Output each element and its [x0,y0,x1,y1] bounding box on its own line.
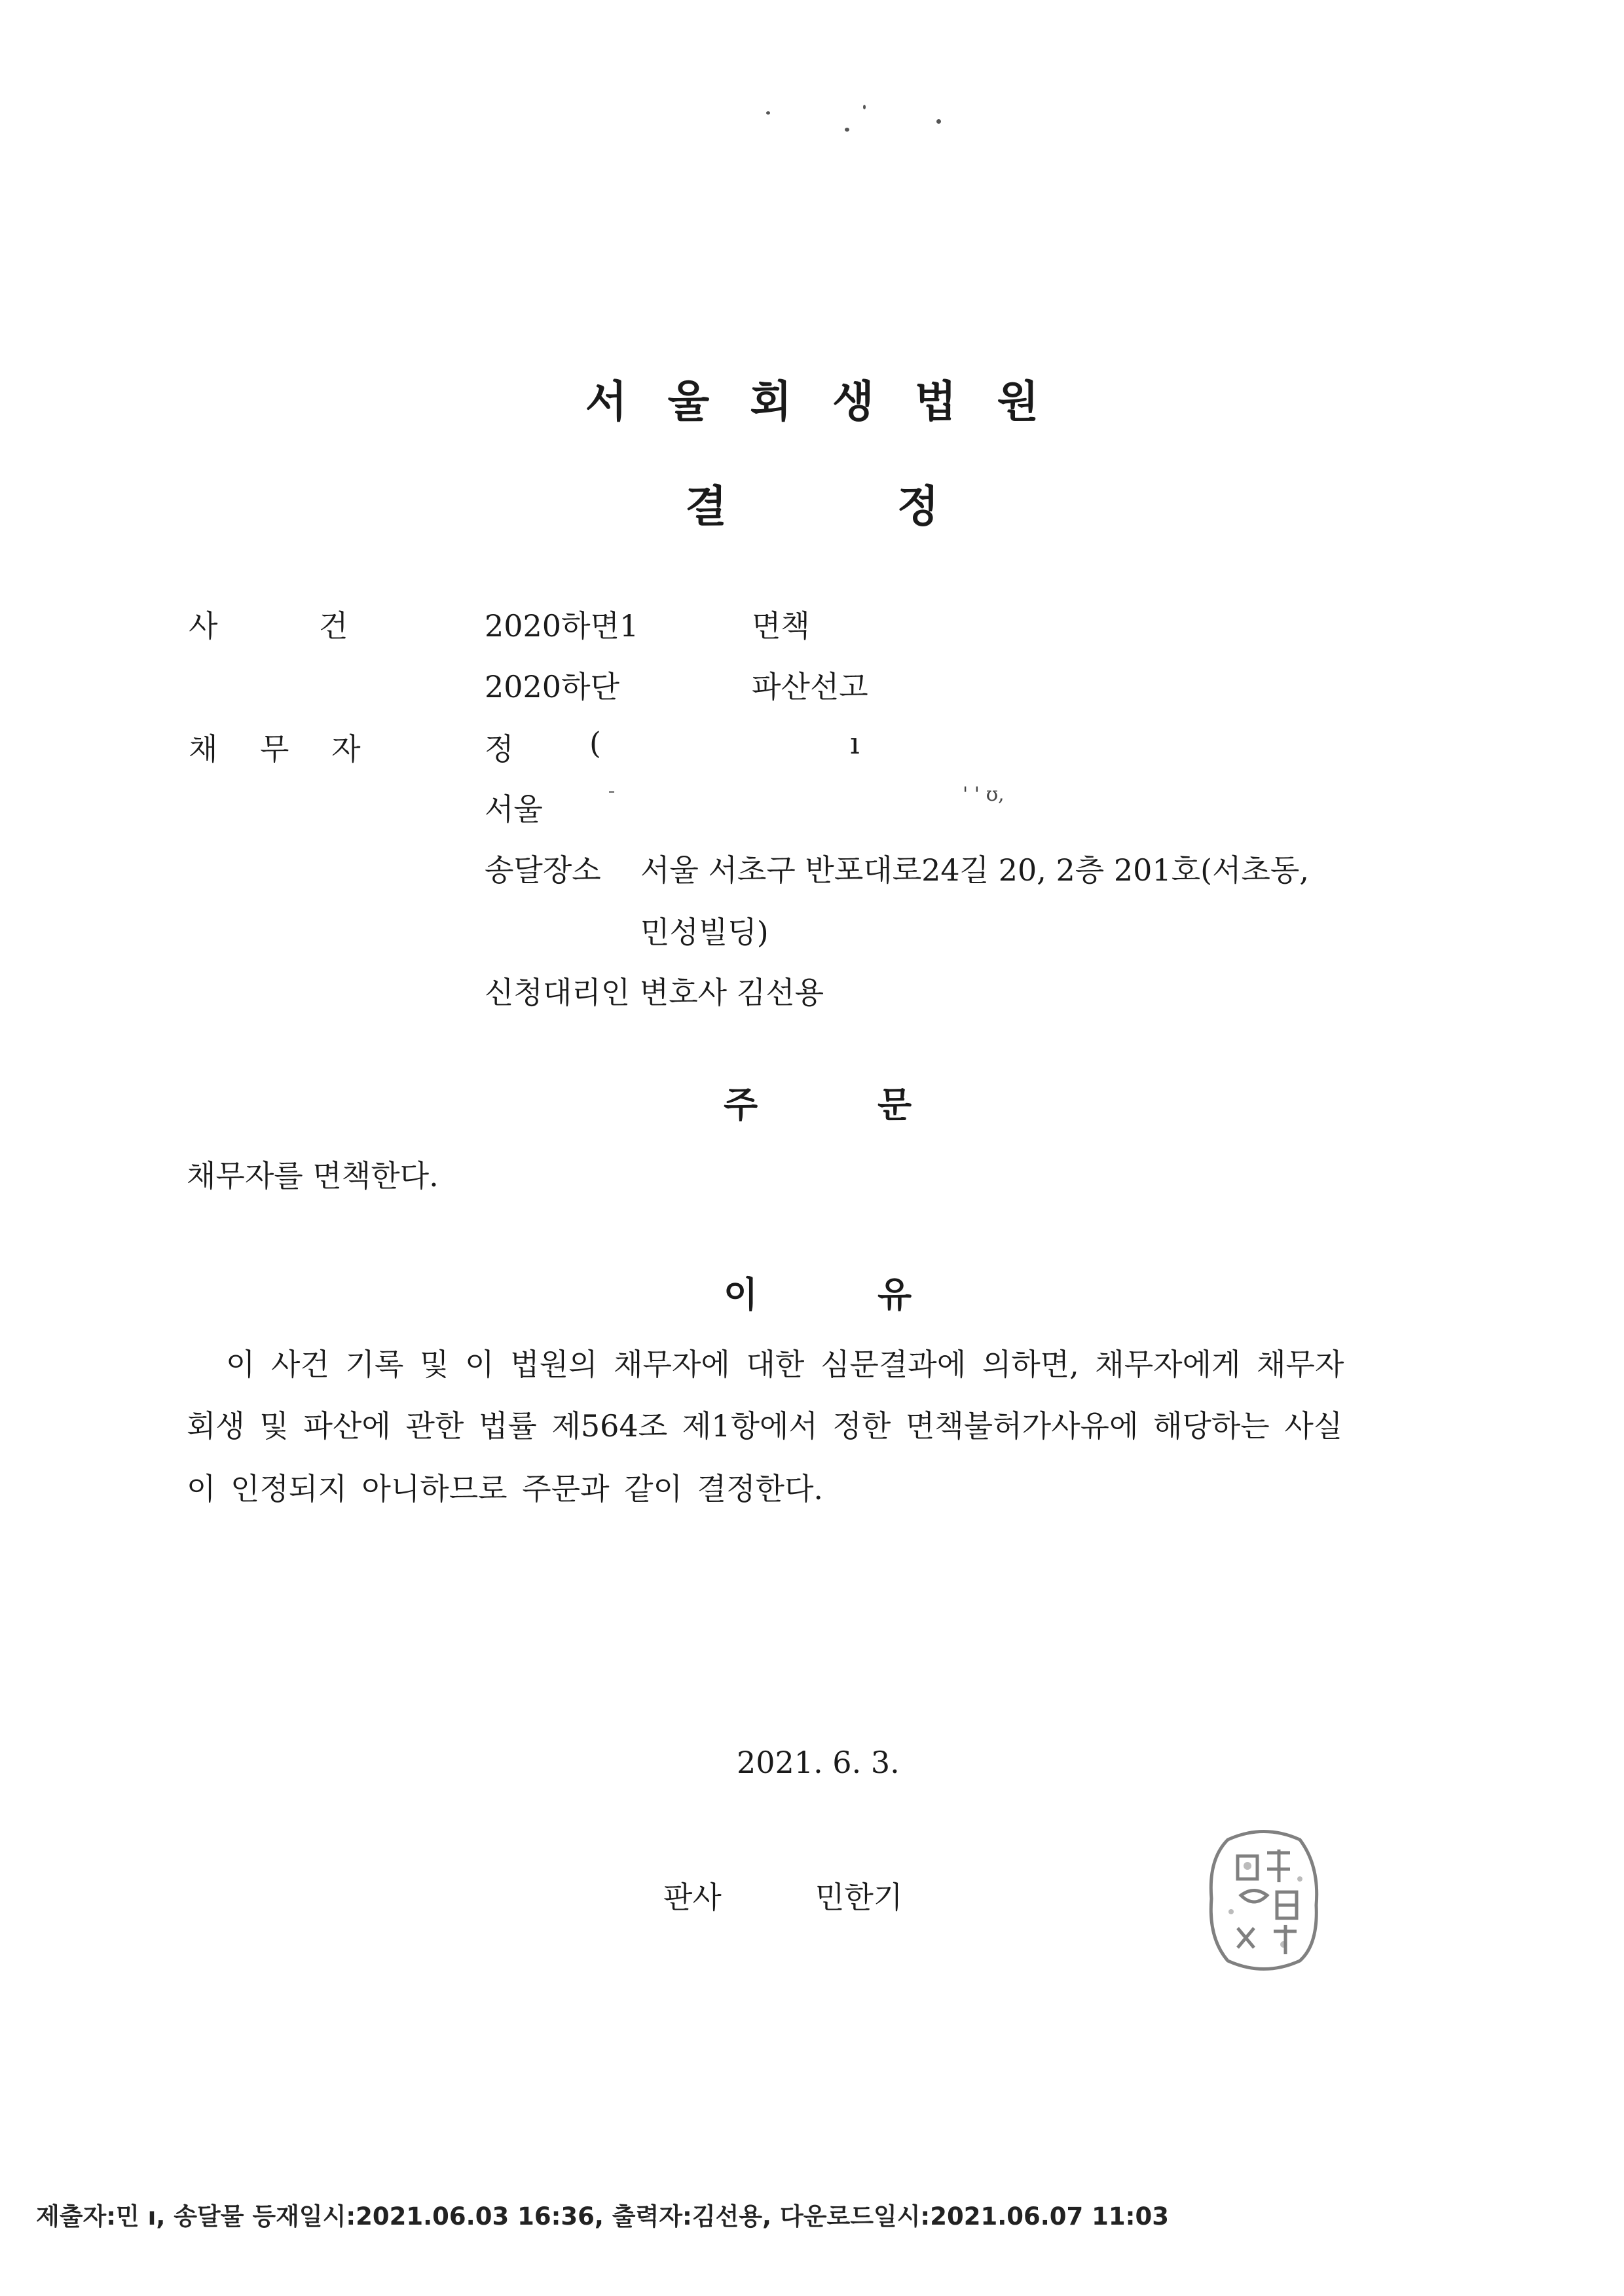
reason-heading-left: 이 [724,1274,758,1315]
order-heading-left: 주 [724,1084,758,1125]
decision-date: 2021. 6. 3. [737,1745,900,1780]
applicant-agent: 신청대리인 변호사 김선용 [485,975,824,1010]
debtor-name-partial: 정 [485,731,514,767]
court-name: 서울회생법원 [585,376,1080,427]
document-type: 결정 [685,481,1109,532]
reason-line-3: 이 인정되지 아니하므로 주문과 같이 결정한다. [187,1471,824,1506]
scan-speck [766,111,770,115]
service-address-line-1: 서울 서초구 반포대로24길 20, 2층 201호(서초동, [640,852,1309,888]
reason-heading-right: 유 [877,1274,912,1315]
case-number-2: 2020하단 [485,669,619,704]
reason-line-1: 이 사건 기록 및 이 법원의 채무자에 대한 심문결과에 의하면, 채무자에게 채무자 [226,1347,1344,1382]
order-text: 채무자를 면책한다. [187,1158,439,1194]
debtor-address-tail: ' ' ʊ, [963,783,1005,806]
service-address-line-2: 민성빌딩) [640,915,769,950]
reason-line-2: 회생 및 파산에 관한 법률 제564조 제1항에서 정한 면책불허가사유에 해당하는 사실 [187,1408,1343,1444]
judge-seal-stamp [1202,1820,1326,1977]
case-name-1: 면책 [752,608,810,644]
redaction-trace [609,791,614,793]
debtor-paren-open: ( [589,725,601,761]
order-heading-right: 문 [877,1084,912,1125]
debtor-paren-close: ı [850,725,860,761]
judge-name: 민한기 [815,1880,903,1915]
scan-speck [845,128,849,132]
scan-speck [863,105,866,109]
debtor-address-partial: 서울 [485,792,543,827]
case-label: 사 건 [189,608,348,644]
debtor-label: 채 무 자 [189,731,361,767]
case-name-2: 파산선고 [752,669,868,704]
service-address-label: 송달장소 [485,852,601,888]
case-number-1: 2020하면1 [485,608,639,644]
download-footer: 제출자:민 ı, 송달물 등재일시:2021.06.03 16:36, 출력자:김선용, 다운로드일시:2021.06.07 11:03 [36,2202,1169,2231]
judge-title: 판사 [663,1880,722,1915]
scan-speck [936,119,941,124]
